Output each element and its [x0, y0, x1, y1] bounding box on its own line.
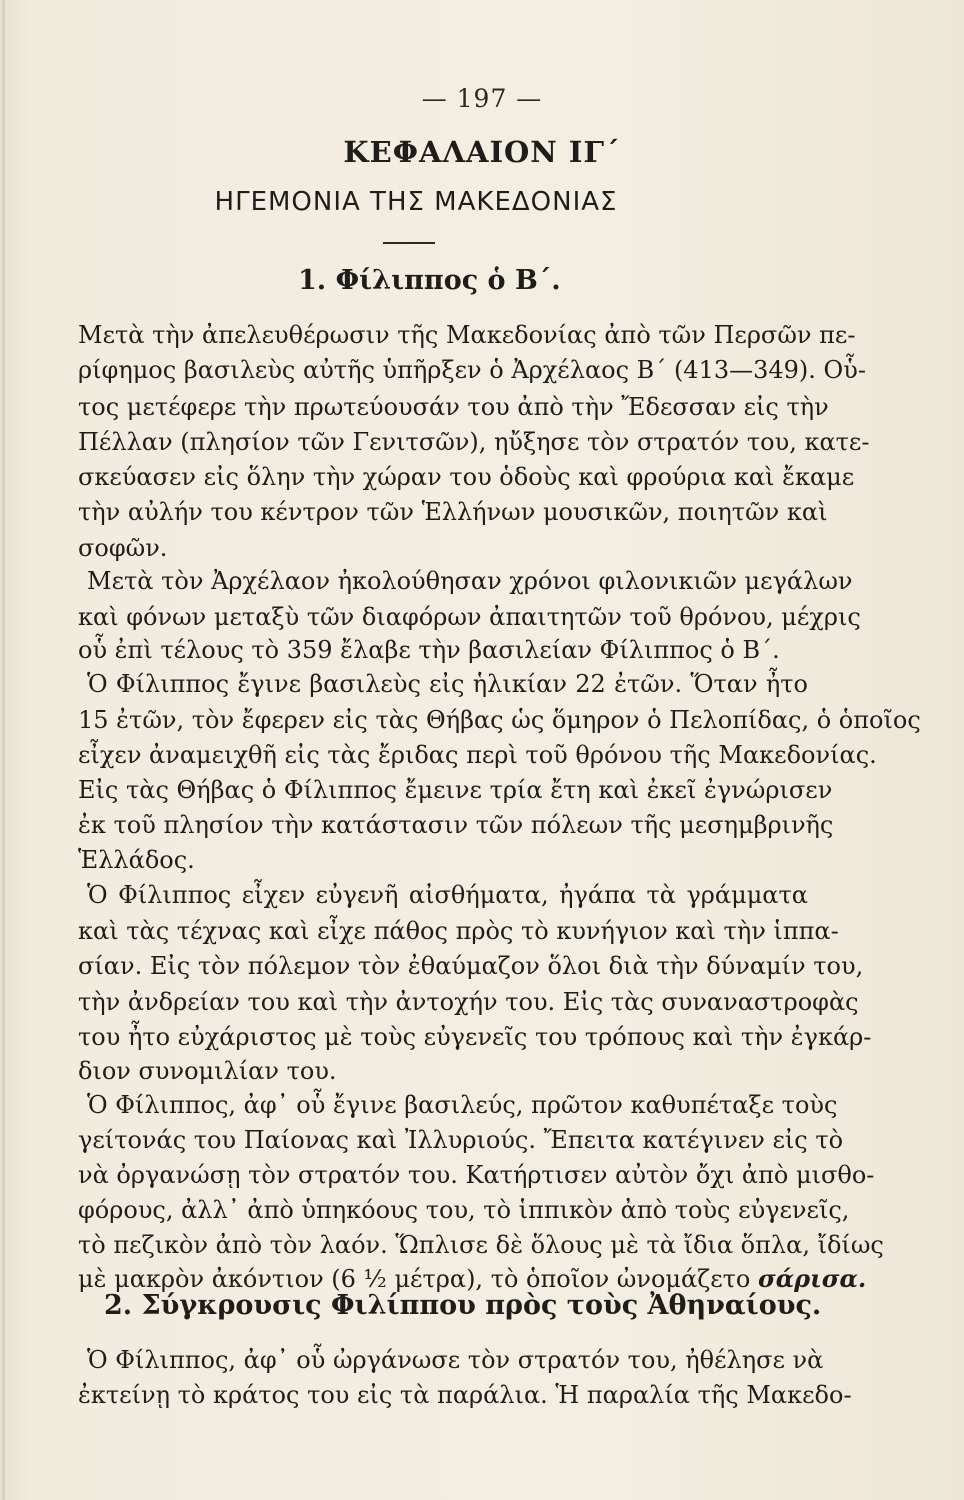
- text-line: γείτονάς του Παίονας καὶ Ἰλλυριούς. Ἔπειτα κατέγινεν εἰς τὸ: [78, 1126, 844, 1154]
- text-line: ἐκ τοῦ πλησίον τὴν κατάστασιν τῶν πόλεων τῆς μεσημβρινῆς: [78, 811, 834, 839]
- chapter-label: ΚΕΦΑΛΑΙΟΝ ΙΓ΄: [343, 135, 621, 169]
- text-line: τὴν αὐλήν του κέντρον τῶν Ἑλλήνων μουσικῶν, ποιητῶν καὶ: [78, 498, 828, 526]
- text-line: φόρους, ἀλλ᾽ ἀπὸ ὑπηκόους του, τὸ ἱππικὸν ἀπὸ τοὺς εὐγενεῖς,: [78, 1196, 850, 1224]
- text-line: τὴν ἀνδρείαν του καὶ τὴν ἀντοχήν του. Εἰς τὰς συναναστροφὰς: [78, 988, 859, 1016]
- text-line: Ἑλλάδος.: [78, 846, 195, 874]
- emphasized-term: σάρισα.: [758, 1264, 867, 1293]
- text-line: τος μετέφερε τὴν πρωτεύουσάν του ἀπὸ τὴν Ἔδεσσαν εἰς τὴν: [78, 393, 829, 421]
- text-line: καὶ φόνων μεταξὺ τῶν διαφόρων ἀπαιτητῶν τοῦ θρόνου, μέχρις: [78, 603, 861, 631]
- text-line: σίαν. Εἰς τὸν πόλεμον τὸν ἐθαύμαζον ὅλοι διὰ τὴν δύναμίν του,: [78, 952, 864, 980]
- text-line: σκεύασεν εἰς ὅλην τὴν χώραν του ὁδοὺς καὶ φρούρια καὶ ἔκαμε: [78, 463, 855, 491]
- text-line: Μετὰ τὸν Ἀρχέλαον ἠκολούθησαν χρόνοι φιλονικιῶν μεγάλων: [87, 567, 853, 595]
- text-line: Μετὰ τὴν ἀπελευθέρωσιν τῆς Μακεδονίας ἀπὸ τῶν Περσῶν πε-: [78, 321, 856, 349]
- page-number: — 197 —: [421, 84, 543, 113]
- chapter-title: ΗΓΕΜΟΝΙΑ ΤΗΣ ΜΑΚΕΔΟΝΙΑΣ: [214, 187, 618, 217]
- text-line: εἶχεν ἀναμειχθῆ εἰς τὰς ἔριδας περὶ τοῦ θρόνου τῆς Μακεδονίας.: [78, 741, 877, 769]
- text-line: Ὁ Φίλιππος ἔγινε βασιλεὺς εἰς ἡλικίαν 22 ἐτῶν. Ὅταν ἦτο: [87, 670, 808, 698]
- text-line: νὰ ὀργανώσῃ τὸν στρατόν του. Κατήρτισεν αὐτὸν ὄχι ἀπὸ μισθο-: [78, 1161, 875, 1189]
- text-line: καὶ τὰς τέχνας καὶ εἶχε πάθος πρὸς τὸ κυνήγιον καὶ τὴν ἱππα-: [78, 917, 839, 945]
- text-line: Ὁ Φίλιππος εἶχεν εὐγενῆ αἰσθήματα, ἠγάπα τὰ γράμματα: [87, 881, 808, 909]
- text-line: 15 ἐτῶν, τὸν ἔφερεν εἰς τὰς Θήβας ὡς ὅμηρον ὁ Πελοπίδας, ὁ ὁποῖος: [78, 706, 921, 734]
- text-line: ρίφημος βασιλεὺς αὐτῆς ὑπῆρξεν ὁ Ἀρχέλαος Β΄ (413—349). Οὗ-: [78, 356, 866, 384]
- text-line: Ὁ Φίλιππος, ἀφ᾽ οὗ ἔγινε βασιλεύς, πρῶτον καθυπέταξε τοὺς: [87, 1091, 838, 1119]
- title-divider: [383, 242, 435, 244]
- text-line: Εἰς τὰς Θήβας ὁ Φίλιππος ἔμεινε τρία ἔτη καὶ ἐκεῖ ἐγνώρισεν: [78, 776, 833, 804]
- section-heading-1: 1. Φίλιππος ὁ Β΄.: [298, 265, 561, 296]
- text-line: του ἦτο εὐχάριστος μὲ τοὺς εὐγενεῖς του τρόπους καὶ τὴν ἐγκάρ-: [78, 1023, 872, 1051]
- text-line: σοφῶν.: [78, 534, 168, 562]
- text-line: τὸ πεζικὸν ἀπὸ τὸν λαόν. Ὥπλισε δὲ ὅλους μὲ τὰ ἴδια ὅπλα, ἴδίως: [78, 1231, 884, 1259]
- text-line: διον συνομιλίαν του.: [78, 1057, 337, 1085]
- text-line: οὗ ἐπὶ τέλους τὸ 359 ἔλαβε τὴν βασιλείαν Φίλιππος ὁ Β΄.: [78, 636, 780, 664]
- text-line: ἐκτείνῃ τὸ κράτος του εἰς τὰ παράλια. Ἡ παραλία τῆς Μακεδο-: [78, 1381, 852, 1409]
- text-line: Πέλλαν (πλησίον τῶν Γενιτσῶν), ηὔξησε τὸν στρατόν του, κατε-: [78, 428, 870, 456]
- section-heading-2: 2. Σύγκρουσις Φιλίππου πρὸς τοὺς Ἀθηναίους.: [104, 1290, 822, 1321]
- text-line: Ὁ Φίλιππος, ἀφ᾽ οὗ ὠργάνωσε τὸν στρατόν του, ἠθέλησε νὰ: [87, 1346, 824, 1374]
- page-fold-shadow: [2, 0, 5, 1500]
- text-fragment: μὲ μακρὸν ἀκόντιον (6 ½ μέτρα), τὸ ὁποῖον ὠνομάζετο: [78, 1265, 751, 1293]
